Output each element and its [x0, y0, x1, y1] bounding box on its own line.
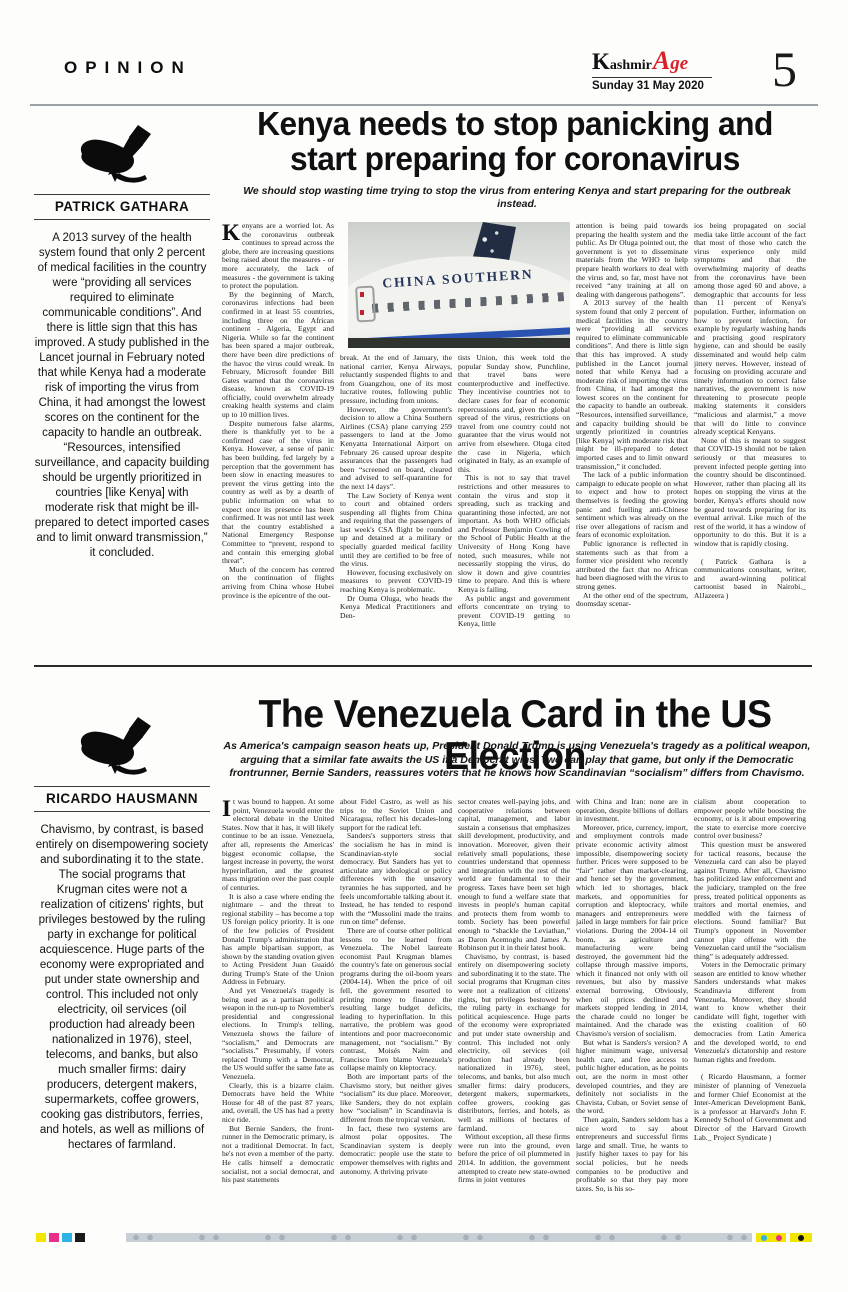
paragraph: break. At the end of January, the national carrier, Kenya Airways, reluctantly suspended flights to and from Guangzhou, one of its most lucrative routes, following public pressure, including from unions. — [340, 354, 452, 405]
paragraph: with China and Iran: none are in operation, despite billions of dollars in investment. — [576, 798, 688, 824]
plane-door — [355, 286, 376, 323]
printer-yellow-segment-1 — [756, 1233, 786, 1242]
page-number: 5 — [772, 41, 797, 97]
article2-column-3 — [458, 798, 570, 1218]
paragraph: At the other end of the spectrum, doomsday scenar- — [576, 590, 688, 609]
paragraph: In fact, these two systems are almost polar opposites. The Scandinavian system is deeply democratic: people use the state to empower themselves with rights and autonomy. A thriving private — [340, 1123, 452, 1176]
paragraph: Despite numerous false alarms, there is thankfully yet to be a confirmed case of the virus in Kenya. However, a sense of panic has been building, fed largely by a perception that the government has been slow in enacting measures to prevent the virus getting into the country as well as by a dearth of public information on what to expect once its presence has been confirmed. It was not until last week that the country established a National Emergency Response Committee to “prevent, respond to and contain this emerging global threat”. — [222, 418, 334, 566]
printer-gray-bar — [126, 1233, 752, 1242]
article1-headline-line2: start preparing for coronavirus — [290, 140, 740, 177]
paragraph: By the beginning of March, coronavirus infections had been confirmed in at least 55 countries, including three on the African continent - Algeria, Egypt and Nigeria. While so far the continent has been spared a major outbreak, there have been dire predictions of the havoc the virus could wreak. In February, Microsoft founder Bill Gates warned that the coronavirus disease, known as COVID-19 officially, could overwhelm already creaking health systems and claim up to 10 million lives. — [222, 289, 334, 420]
article2-column-2 — [340, 798, 452, 1218]
paragraph: Dr Ouma Oluga, who heads the Kenya Medical Practitioners and Den- — [340, 593, 452, 620]
paragraph: Kenyans are a worried lot. As the coronavirus outbreak continues to spread across the globe, there are increasing questions being raised about the measures - or more accurately, the lack of measures - the government is taking to protect the population. — [222, 222, 334, 291]
paragraph: ios being propagated on social media take little account of the fact that most of those who catch the virus experience only mild symptoms and that the overwhelming majority of deaths from the coronavirus have been among those aged 60 and above, a demographic that accounts for less than 11 percent of Kenya's population. Further, information on how to prevent infection, for example by regularly washing hands and practising good respiratory hygiene, can and should be easily disseminated and would help calm jittery nerves. However, instead of focusing on providing accurate and timely information to correct false narratives, the government is now threatening to prosecute people making statements it considers “malicious and alarmist,” a move that will do little to convince already sceptical Kenyans. — [694, 222, 806, 437]
paragraph: None of this is meant to suggest that COVID-19 should not be taken seriously or that measures to prevent infected people getting into the country should be discontinued. However, rather than placing all its hopes on stopping the virus at the border, Kenya's efforts should now be geared towards preparing for its eventual arrival. Like much of the rest of the world, it has a window of opportunity to do this. But it is a window that is rapidly closing. — [694, 435, 806, 548]
paragraph: attention is being paid towards preparing the health system and the public. As Dr Oluga pointed out, the government is yet to disseminate materials from the WHO to help prepare health workers to deal with the virus and, so far, most have not received “any training at all on dealing with dangerous pathogens”. — [576, 222, 688, 299]
paragraph: But Bernie Sanders, the front-runner in the Democratic primary, is not a traditional Democrat. In fact, he's not even a member of the party. He calls himself a democratic socialist, not a social democrat, and his past statements — [222, 1123, 334, 1185]
plane-livery-text: CHINA SOUTHERN — [381, 266, 534, 291]
article2-author-name: RICARDO HAUSMANN — [34, 786, 210, 812]
article2-author-credit: ( Ricardo Hausmann, a former minister of planning of Venezuela and former Chief Economist at the Inter-American Development Bank, is a professor at Harvard's John F. Kennedy School of Government and Director of the Harvard Growth Lab._ Project Syndicate ) — [694, 1072, 806, 1142]
paragraph: Chavismo, by contrast, is based entirely on disempowering society and subordinating it to the state. The social programs that Krugman cites were not a realization of citizens' rights, but privileges bestowed by the ruling party in exchange for political acquiescence. Huge parts of the economy were expropriated and put under state ownership and control. This included not only electricity, oil services (oil production had already been nationalized in 1976), steel, telecoms, and banks, but also much smaller firms: dairy producers, detergent makers, supermarkets, coffee growers, cooking gas distributors, ferries, and hotels, as well as millions of hectares of farmland. — [458, 951, 570, 1133]
paragraph: Much of the concern has centred on the continuation of flights arriving from China whose Hubei province is the epicentre of the out- — [222, 564, 334, 600]
article2-headline: The Venezuela Card in the US Election — [258, 693, 772, 778]
article1-standfirst: We should stop wasting time trying to stop the virus from entering Kenya and start preparing for the outbreak instead. — [243, 185, 791, 210]
dropcap: K — [222, 222, 240, 245]
article2-column-5 — [694, 798, 806, 1218]
paragraph: The lack of a public information campaign to educate people on what to expect and how to protect themselves is feeding the growing panic and fuelling anti-Chinese sentiment which was already on the rise over allegations of racism and fears of economic exploitation. — [576, 470, 688, 540]
color-dot — [776, 1235, 782, 1241]
paragraph: cialism about cooperation to empower people while boosting the economy, or is it about empowering the state to exercise more coercive control over business? — [694, 798, 806, 841]
masthead-logo-red: Age — [652, 46, 689, 75]
writer-hand-pen-icon — [74, 716, 170, 780]
paragraph: Public ignorance is reflected in statements such as that from a former vice president who recently attributed the fact that no African had been diagnosed with the virus to strong genes. — [576, 538, 688, 591]
plane-red-marking — [360, 310, 364, 315]
article1-column-1 — [222, 222, 334, 657]
article2-author-sidebar — [34, 716, 210, 1153]
paragraph: sector creates well-paying jobs, and cooperative relations between capital, management, and labor sustain a consensus that emphasizes skill development, productivity, and innovation. Moreover, given their relatively small populations, these countries understand that openness and integration with the rest of the world are fundamental to their progress. Taxes have been set high enough to fund a welfare state that invests in people's human capital and protects them from womb to tomb. Society has been powerful enough to “shackle the Leviathan,” as Daron Acemoglu and James A. Robinson put it in their latest book. — [458, 798, 570, 953]
paragraph: A 2013 survey of the health system found that only 2 percent of medical facilities in the country were “providing all services required to eliminate communicable conditions”. And there is little sign that this has improved. A study published in the Lancet journal noted that while Kenya had a moderate risk of importing the virus from China, it had amongst the lowest scores on the continent for the capacity to handle an outbreak. “Resources, intensified surveillance, and capacity building should be urgently prioritized in countries [like Kenya] with moderate risk that might be ill-prepared to detect imported cases and to limit onward transmission,” it concluded. — [576, 298, 688, 471]
color-square — [36, 1233, 46, 1242]
paragraph: This question must be answered for tactical reasons, because the Venezuela card can also be played against Trump. After all, Chavismo has politicized law enforcement and the judiciary, trampled on the free press, treated political opponents as traitors and mortal enemies, and meddled with the fairness of elections. Sound familiar? But Trump's opponent in November cannot play offense with the Venezuelan card until the “socialism thing” is adequately addressed. — [694, 839, 806, 961]
paragraph: about Fidel Castro, as well as his trips to the Soviet Union and Nicaragua, reflect his decades-long support for the radical left. — [340, 798, 452, 832]
article2-standfirst: As America's campaign season heats up, President Donald Trump is using Venezuela's tragedy as a political weapon, arguing that a similar fate awaits the US if a Democrat wins. Two can play that game, but only if the Democratic frontrunner, Bernie Sanders, reassures voters that he knows how Scandinavian “socialism” differs from Chavismo. — [223, 740, 811, 779]
section-label: OPINION — [64, 58, 192, 77]
article1-column-2 — [340, 354, 452, 657]
article1-author-name: PATRICK GATHARA — [34, 194, 210, 220]
masthead-rule — [592, 77, 712, 78]
paragraph: But what is Sanders's version? A higher minimum wage, universal health care, and free access to public higher education, as he points out, are the norm in most other developed countries, and they are definitely not socialists in the Chavista, Cuban, or Soviet sense of the word. — [576, 1037, 688, 1116]
article1-column-4 — [576, 222, 688, 657]
photo-ground — [348, 338, 570, 348]
article1-photo-china-southern-plane — [348, 222, 570, 348]
article1-headline-line1: Kenya needs to stop panicking and — [257, 105, 773, 142]
paragraph: Then again, Sanders seldom has a nice word to say about entrepreneurs and successful firms large and small. True, he wants to justify higher taxes to pay for his social policies, but he needs companies to be productive and profitable so that they pay more taxes. So, is his so- — [576, 1114, 688, 1193]
article1-column-5 — [694, 222, 806, 657]
paragraph: It was bound to happen. At some point, Venezuela would enter the electoral debate in the United States. Now that it has, it will likely continue to be an issue. Venezuela, after all, represents the Americas' biggest economic collapse, the largest increase in poverty, the worst hyperinflation, and the greatest mass migration over the past couple of centuries. — [222, 798, 334, 892]
color-square — [75, 1233, 85, 1242]
color-square — [49, 1233, 59, 1242]
masthead-date: Sunday 31 May 2020 — [592, 80, 704, 92]
printer-yellow-segment-2 — [790, 1233, 812, 1242]
plane-red-marking — [360, 292, 364, 297]
dropcap: I — [222, 798, 232, 821]
paragraph: However, focusing exclusively on measures to prevent COVID-19 reaching Kenya is problematic. — [340, 567, 452, 595]
paragraph: As public angst and government efforts concentrate on trying to prevent COVID-19 getting to Kenya, little — [458, 593, 570, 629]
color-dot — [761, 1235, 767, 1241]
paragraph: Sanders's supporters stress that the socialism he has in mind is Scandinavian-style social democracy. But Sanders has yet to articulate any ideological or policy differences with the unsavory tyrannies he has supported, and he feels uncomfortable talking about it. Instead, he has tended to respond with the “Mussolini made the trains run on time” defense. — [340, 831, 452, 927]
article1-headline — [227, 106, 803, 176]
paragraph: However, the government's decision to allow a China Southern Airlines (CSA) plane carrying 259 passengers to land at the Jomo Kenyatta International Airport on February 26 caused uproar despite assurances that the passengers had been “screened on board, cleared and advised to self-quarantine for the next 14 days”. — [340, 404, 452, 491]
paragraph: The Law Society of Kenya went to court and obtained orders suspending all flights from China and requiring that the passengers of last week's CSA flight be rounded up and detained at a military or specially guarded medical facility until they are certified to be free of the virus. — [340, 490, 452, 569]
masthead-logo-black: Kashmir — [592, 49, 652, 74]
paragraph: Both are important parts of the Chavismo story, but neither gives “socialism” its due place. Moreover, like Sanders, they do not explain how “socialism” in Scandinavia is different from the tropical version. — [340, 1072, 452, 1124]
article1-author-credit: ( Patrick Gathara is a communications consultant, writer, and award-winning political cartoonist based in Nairobi._ AlJazeera ) — [694, 556, 806, 600]
article2-column-1 — [222, 798, 334, 1218]
article2-pullquote: Chavismo, by contrast, is based entirely on disempowering society and subordinating it to the state. The social programs that Krugman cites were not a realization of citizens' rights, but privileges bestowed by the ruling party in exchange for political acquiescence. Huge parts of the economy were expropriated and put under state ownership and control. This included not only electricity, oil services (oil production had already been nationalized in 1976), steel, telecoms, and banks, but also much smaller firms: dairy producers, detergent makers, supermarkets, coffee growers, cooking gas distributors, ferries, and hotels, as well as millions of hectares of farmland. — [35, 824, 209, 1151]
masthead-logo — [592, 46, 712, 76]
paragraph: Voters in the Democratic primary season are entitled to know whether Sanders understands what makes Scandinavia different from Venezuela. Moreover, they should want to know whether their candidate will fight, together with the existing coalition of 60 democracies from Latin America and the developed world, to end Venezuela's dictatorship and restore human rights and freedom. — [694, 960, 806, 1064]
printer-registration-bar — [36, 1233, 812, 1242]
paragraph: This is not to say that travel restrictions and other measures to contain the virus and stop it spreading, such as tracking and quarantining those infected, are not important. As both WHO officials and Professor Benjamin Cowling of the School of Public Health at the University of Hong Kong have noted, such measures, while not necessarily stopping the virus, do slow it down and give countries time to prepare. And this is where Kenya is failing. — [458, 473, 570, 595]
writer-hand-pen-icon — [74, 124, 170, 188]
article2-column-4 — [576, 798, 688, 1218]
article1-column-3 — [458, 354, 570, 657]
paragraph: Moreover, price, currency, import, and employment controls made private economic activity almost impossible, disempowering society further. Prices were supposed to be “fair” rather than market-clearing, and hence set by the government, which led to shortages, black markets, and opportunities for corruption and kleptocracy, while managers and entrepreneurs were jailed in large numbers for fair price violations. During the 2004-14 oil boom, as agriculture and manufacturing were being destroyed, the government hid the collapse through massive imports, which it financed not only with oil revenues, but also by massive external borrowing. Obviously, when oil prices declined and markets stopped lending in 2014, the charade could no longer be maintained. And the charade was Chavismo's version of socialism. — [576, 822, 688, 1039]
color-dot — [798, 1235, 804, 1241]
article1-author-sidebar — [34, 124, 210, 561]
color-square — [62, 1233, 72, 1242]
paragraph: Without exception, all these firms were run into the ground, even before the price of oil plummeted in 2014. In addition, the government attempted to create new state-owned firms in joint ventures — [458, 1132, 570, 1185]
paragraph: Clearly, this is a bizarre claim. Democrats have held the White House for 48 of the past 87 years, and, overall, the US has had a pretty nice ride. — [222, 1080, 334, 1124]
paragraph: And yet Venezuela's tragedy is being used as a partisan political weapon in the run-up to November's presidential and congressional elections. In Trump's telling, Venezuela shows the failure of “socialism,” and Democrats are “socialists.” Presumably, if voters replaced Trump with a Democrat, the US would suffer the same fate as Venezuela. — [222, 986, 334, 1081]
article1-pullquote: A 2013 survey of the health system found that only 2 percent of medical facilities in the country were “providing all services required to eliminate communicable conditions”. And there is little sign that this has improved. A study published in the Lancet journal in February noted that while Kenya had a moderate risk of importing the virus from China, it had amongst the lowest scores on the continent for the capacity to handle an outbreak. “Resources, intensified surveillance, and capacity building should be urgently prioritized in countries [like Kenya] with moderate risk that might be ill-prepared to detect imported cases and to limit onward transmission,” it concluded. — [34, 232, 210, 559]
paragraph: tists Union, this week told the popular Sunday show, Punchline, that travel bans were counterproductive and ineffective. They incentivise countries not to declare cases for fear of economic repercussions and, given the global spread of the virus, restrictions on travel from one country could not guarantee that the virus would not arrive from elsewhere. Oluga cited the case in Nigeria, which originated in Italy, as an example of this. — [458, 354, 570, 474]
masthead — [592, 46, 712, 92]
paragraph: It is also a case where ending the nightmare – and the threat to regional stability – has become a top US foreign policy priority. It is one of the few policies of President Donald Trump's administration that has ample bipartisan support, as shown by the standing ovation given to Acting President Juan Guaidó during Trump's State of the Union Address in February. — [222, 891, 334, 987]
article-divider — [34, 665, 812, 667]
printer-left-squares — [36, 1233, 85, 1242]
paragraph: There are of course other political lessons to be learned from Venezuela. The Nobel laureate economist Paul Krugman blames the country's fate on generous social programs during the oil-boom years (2004-14). When the price of oil fell, the government resorted to printing money to finance the resulting large budget deficits, leading to hyperinflation. In this narrative, the problem was good intentions and poor macroeconomic management, not “socialism.” By contrast, Moisés Naím and Francisco Toro blame Venezuela's collapse mainly on kleptocracy. — [340, 925, 452, 1073]
